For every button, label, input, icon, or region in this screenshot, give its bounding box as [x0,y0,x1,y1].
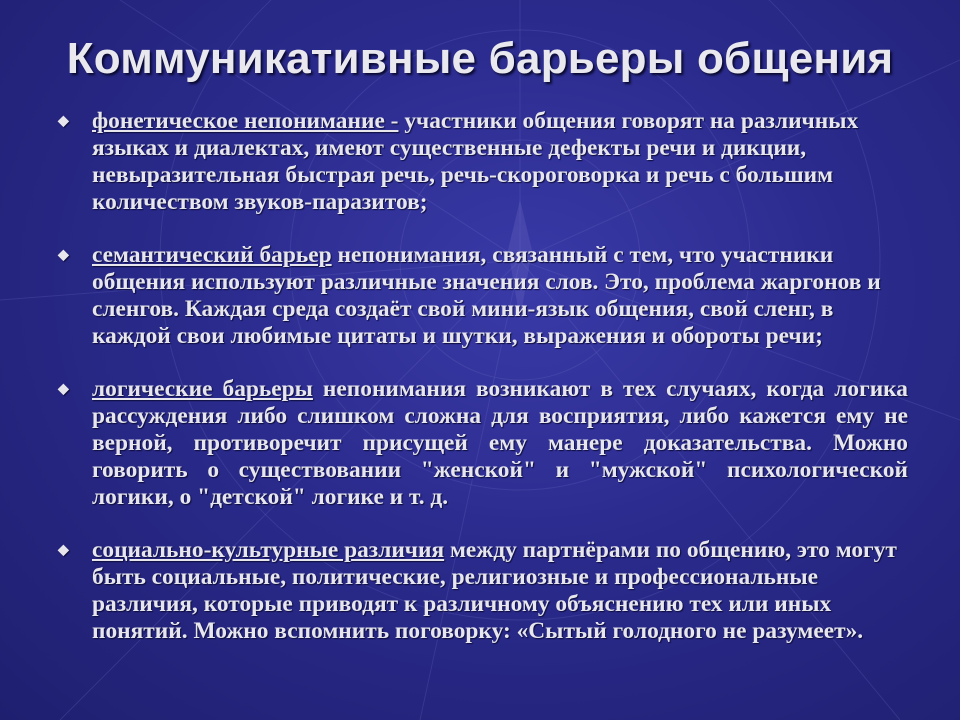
bullet-icon: ◆ [58,114,69,129]
list-item-sociocultural [58,537,908,645]
item-text: участники общения говорят на различных языках и диалектах, имеют существенные дефекты речи и дикции, невыразительная быстрая речь, речь-скороговорка и речь с большим количеством звуков-паразитов; [92,108,859,215]
bullet-icon: ◆ [58,248,69,263]
list-item-logical [58,376,908,511]
item-text: между партнёрами по общению, это могут быть социальные, политические, религиозные и профессиональные различия, которые приводят к различному объяснению тех или иных понятий. Можно вспомнить поговорку: «Сытый голодного не разумеет». [92,537,897,644]
list-item-semantic [58,242,908,350]
item-term: социально-культурные различия [92,537,445,563]
item-text: непонимания, связанный с тем, что участники общения используют различные значения слов. Это, проблема жаргонов и сленгов. Каждая среда создаёт свой мини-язык общения, свой сленг, в каждой свои любимые цитаты и шутки, выражения и обороты речи; [92,242,881,349]
bullet-icon: ◆ [58,382,69,397]
item-term: логические барьеры [92,376,313,402]
item-term: семантический барьер [92,242,332,268]
bullet-list [58,108,908,671]
item-term: фонетическое непонимание - [92,108,399,134]
slide-title: Коммуникативные барьеры общения [66,34,894,83]
item-text: непонимания возникают в тех случаях, когда логика рассуждения либо слишком сложна для восприятия, либо кажется ему не верной, противоречит присущей ему манере доказательства. Можно говорить о существовании "женской" и "мужской" психологической логики, о "детской" логике и т. д. [92,376,908,510]
list-item-phonetic [58,108,908,216]
bullet-icon: ◆ [58,543,69,558]
